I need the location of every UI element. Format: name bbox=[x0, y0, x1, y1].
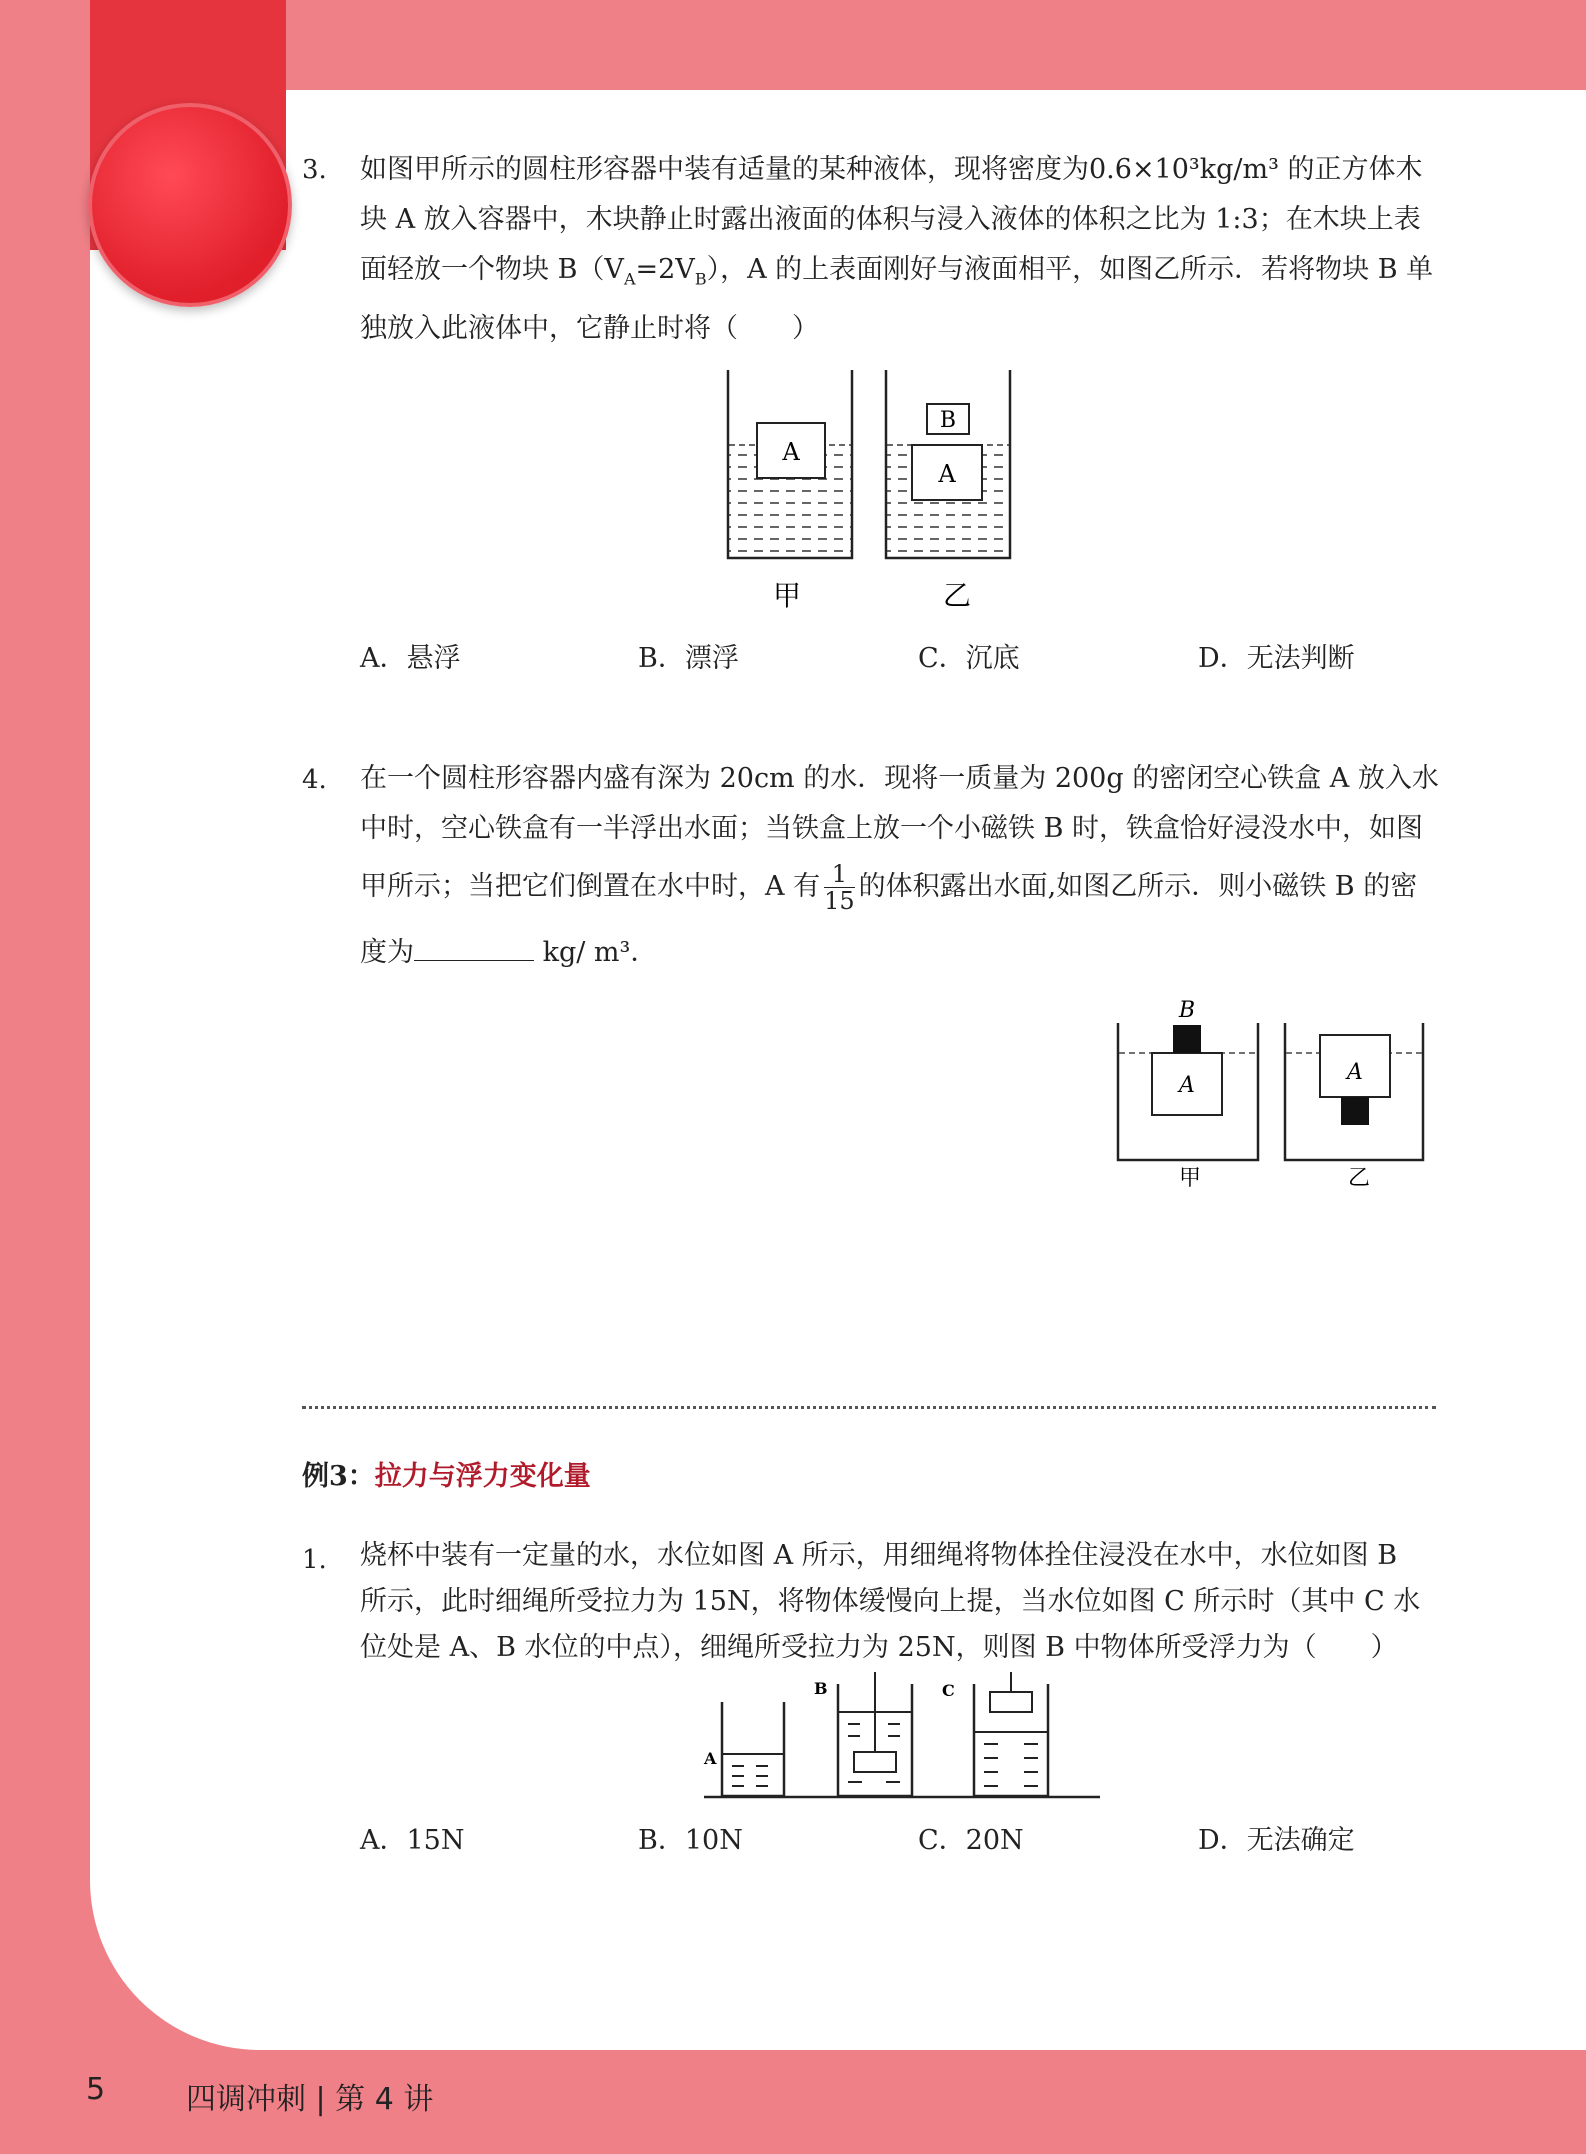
caption-jia: 甲 bbox=[772, 579, 802, 612]
ex-q1-option-d[interactable]: D．无法确定 bbox=[1198, 1825, 1355, 1856]
section-divider bbox=[302, 1406, 1436, 1409]
object-b bbox=[854, 1752, 896, 1772]
label-a-jia: A bbox=[782, 438, 800, 466]
q4-line-2: 中时，空心铁盒有一半浮出水面；当铁盒上放一个小磁铁 B 时，铁盒恰好浸没水中，如图 bbox=[360, 813, 1424, 844]
question-4-text bbox=[360, 754, 1440, 978]
example-question-1-text bbox=[360, 1533, 1440, 1671]
q4-line-4b: kg/ m³． bbox=[534, 937, 658, 968]
fraction-denominator: 15 bbox=[824, 887, 855, 915]
beaker-a bbox=[722, 1702, 784, 1796]
beaker-figure bbox=[690, 1672, 1110, 1810]
fraction-numerator: 1 bbox=[824, 861, 855, 888]
caption-yi: 乙 bbox=[942, 579, 972, 612]
q3-sub-a: A bbox=[623, 269, 636, 289]
label-b-yi: B bbox=[939, 408, 957, 433]
q3-sub-b: B bbox=[694, 269, 707, 289]
q3-option-c[interactable]: C．沉底 bbox=[918, 643, 1020, 674]
q4-figure bbox=[1110, 995, 1430, 1195]
q4-line-3b: 的体积露出水面,如图乙所示．则小磁铁 B 的密 bbox=[858, 871, 1418, 902]
object-c bbox=[990, 1692, 1032, 1712]
red-circle-decoration bbox=[88, 103, 292, 307]
label-beaker-a: A bbox=[704, 1749, 717, 1768]
question-number: 4. bbox=[302, 765, 327, 795]
q3-option-d[interactable]: D．无法判断 bbox=[1198, 643, 1355, 674]
label-a-yi: A bbox=[938, 460, 956, 488]
question-number: 1. bbox=[302, 1545, 327, 1575]
ex-q1-option-a[interactable]: A．15N bbox=[360, 1825, 465, 1856]
q4-line-1: 在一个圆柱形容器内盛有深为 20cm 的水．现将一质量为 200g 的密闭空心铁盒 A 放入水 bbox=[360, 763, 1439, 794]
footer-title: 四调冲刺 | 第 4 讲 bbox=[186, 2082, 434, 2117]
q3-line-3a: 面轻放一个物块 B（V bbox=[360, 254, 624, 285]
ex-q1-line-1: 烧杯中装有一定量的水，水位如图 A 所示，用细绳将物体拴住浸没在水中，水位如图 B bbox=[360, 1540, 1398, 1571]
page-number: 5 bbox=[86, 2072, 106, 2107]
q4-line-4a: 度为 bbox=[360, 937, 414, 968]
question-number: 3. bbox=[302, 155, 327, 185]
ex-q1-line-2: 所示，此时细绳所受拉力为 15N，将物体缓慢向上提，当水位如图 C 所示时（其中 C 水 bbox=[360, 1586, 1421, 1617]
q3-line-3c: ），A 的上表面刚好与液面相平，如图乙所示．若将物块 B 单 bbox=[706, 254, 1434, 285]
magnet-b-yi bbox=[1341, 1097, 1369, 1125]
q3-option-a[interactable]: A．悬浮 bbox=[360, 643, 461, 674]
ex-q1-option-c[interactable]: C．20N bbox=[918, 1825, 1024, 1856]
label-beaker-b: B bbox=[814, 1679, 828, 1698]
answer-blank[interactable] bbox=[414, 930, 534, 961]
example-label: 例3： bbox=[302, 1461, 375, 1492]
q3-figure bbox=[720, 365, 1020, 620]
label-beaker-c: C bbox=[942, 1681, 955, 1700]
q3-line-1: 如图甲所示的圆柱形容器中装有适量的某种液体，现将密度为0.6×10³kg/m³ 的正方体木 bbox=[360, 154, 1423, 185]
q3-line-2: 块 A 放入容器中，木块静止时露出液面的体积与浸入液体的体积之比为 1:3；在木块上表 bbox=[360, 204, 1421, 235]
q3-line-3 bbox=[360, 245, 1440, 304]
label-a-jia: A bbox=[1179, 1073, 1195, 1098]
question-3-text bbox=[360, 145, 1440, 354]
q4-line-4 bbox=[360, 928, 1440, 978]
ex-q1-option-b[interactable]: B．10N bbox=[638, 1825, 743, 1856]
label-b-jia: B bbox=[1178, 998, 1196, 1023]
q4-line-3 bbox=[360, 854, 1440, 920]
q3-line-3b: =2V bbox=[635, 254, 695, 285]
example-heading bbox=[302, 1454, 591, 1493]
caption-yi: 乙 bbox=[1347, 1166, 1371, 1191]
fraction bbox=[824, 861, 855, 914]
q3-line-4: 独放入此液体中，它静止时将（ ） bbox=[360, 313, 819, 345]
q3-option-b[interactable]: B．漂浮 bbox=[638, 643, 739, 674]
example-title: 拉力与浮力变化量 bbox=[374, 1461, 591, 1492]
magnet-b-jia bbox=[1173, 1025, 1201, 1053]
caption-jia: 甲 bbox=[1178, 1166, 1202, 1191]
q4-line-3a: 甲所示；当把它们倒置在水中时，A 有 bbox=[360, 871, 821, 902]
ex-q1-line-3: 位处是 A、B 水位的中点），细绳所受拉力为 25N，则图 B 中物体所受浮力为（ ） bbox=[360, 1632, 1398, 1663]
label-a-yi: A bbox=[1347, 1060, 1363, 1085]
